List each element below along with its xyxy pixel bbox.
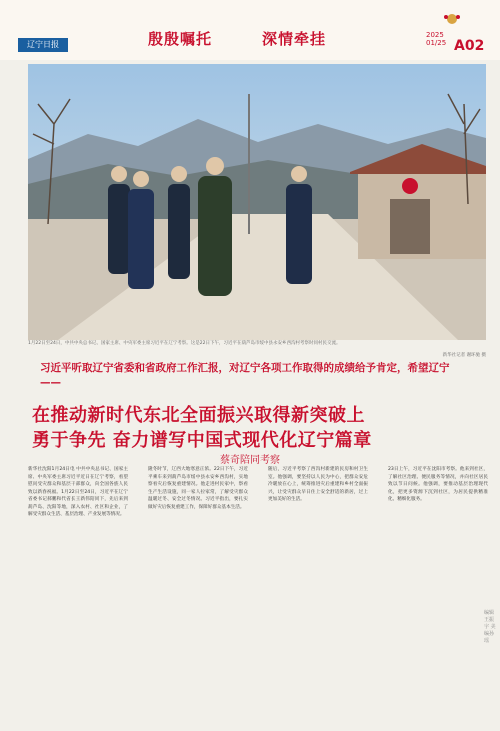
article-lead: 习近平听取辽宁省委和省政府工作汇报，对辽宁各项工作取得的成绩给予肯定，希望辽宁—— xyxy=(40,362,450,389)
article-title-line-2: 勇于争先 奋力谱写中国式现代化辽宁篇章 xyxy=(32,430,372,451)
headline-right: 深情牵挂 xyxy=(262,30,327,48)
ornament-icon xyxy=(442,12,462,26)
article-body xyxy=(28,466,486,726)
article-column: 随后，习近平考察了西沟村新建的民房和村卫生室。他强调，要坚持以人民为中心，把群众安危冷暖放在心上，统筹推进灾后重建和乡村全面振兴，让受灾群众早日住上安全舒适的新居，过上更加美好的生活。 xyxy=(268,467,368,502)
news-photo xyxy=(28,64,486,340)
editor-credit: 编辑王振宇 美编孙瑶 xyxy=(484,610,496,644)
article-title-line-1: 在推动新时代东北全面振兴取得新突破上 xyxy=(32,405,365,426)
page-number: A02 xyxy=(454,38,485,54)
masthead xyxy=(0,0,500,60)
newspaper-logo: 辽宁日报 xyxy=(18,38,68,52)
headline-left: 殷殷嘱托 xyxy=(148,30,213,48)
article-column: 隆冬时节，辽西大地寒意正浓。22日下午，习近平乘车来到葫芦岛市绥中县永安乡西沟村，实地察看灾后恢复重建情况。他走进村民家中，察看生产生活设施，同一家人拉家常，了解受灾群众温暖过冬、安全过冬情况。习近平指出，要扎实做好灾后恢复重建工作，保障好群众基本生活。 xyxy=(148,467,248,510)
article-column: 23日上午，习近平在沈阳市考察。他来到社区，了解社区治理、便民服务等情况，并向社区居民致以节日问候。他强调，要推动基层治理现代化，把更多资源下沉到社区，为居民提供精准化、精细化服务。 xyxy=(388,467,488,502)
issue-date: 2025 01/25 xyxy=(426,31,447,47)
article-column: 新华社沈阳1月24日电 中共中央总书记、国家主席、中央军委主席习近平近日在辽宁考察，看望慰问受灾群众和基层干部群众，向全国各族人民致以新春祝福。1月22日至24日，习近平在辽宁省委书记郝鹏和代省长王新伟陪同下，先后来到葫芦岛、沈阳等地，深入农村、社区和企业，了解受灾群众生活、基层治理、产业发展等情况。 xyxy=(28,467,128,517)
photo-credit: 新华社记者 谢环驰 摄 xyxy=(442,353,486,358)
article-dateline: 蔡奇陪同考察 xyxy=(220,455,280,466)
photo-scene xyxy=(28,64,486,340)
photo-caption: 1月22日至24日，中共中央总书记、国家主席、中央军委主席习近平在辽宁考察。这是22日下午，习近平在葫芦岛市绥中县永安乡西沟村考察时同村民交流。 xyxy=(28,341,341,346)
